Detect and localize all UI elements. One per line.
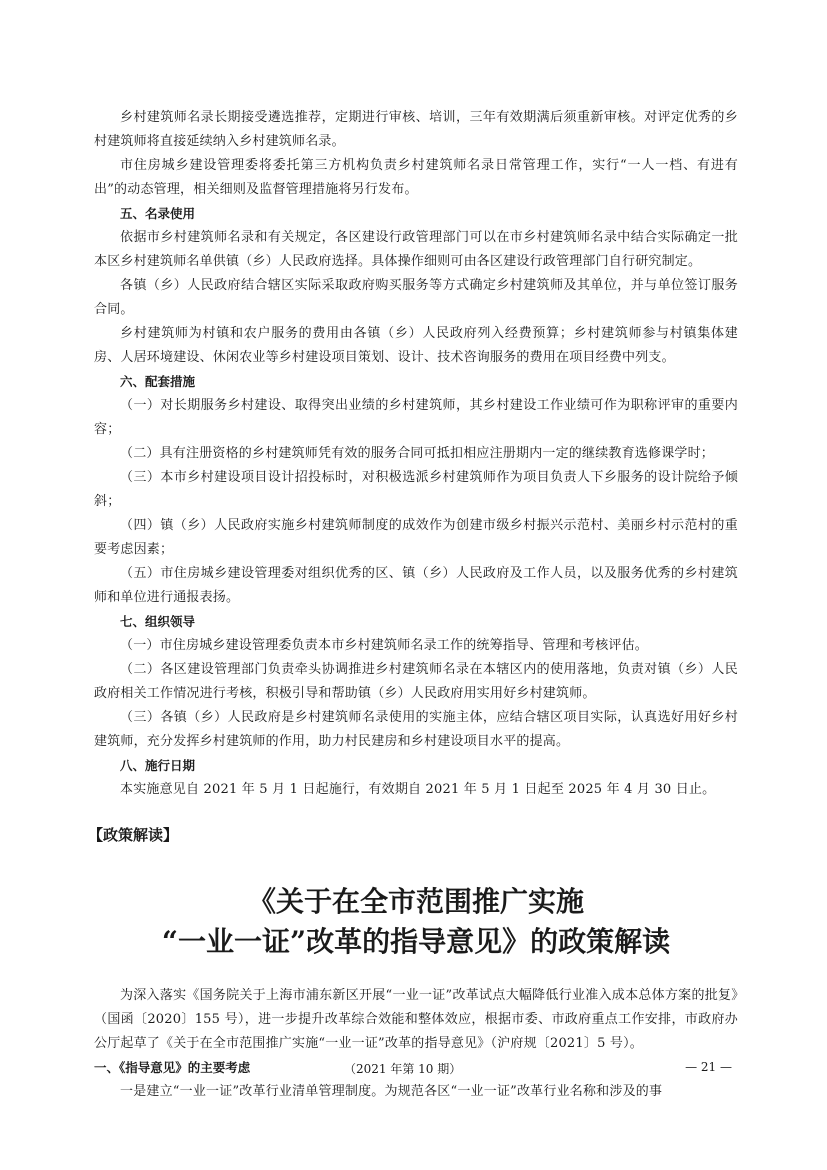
paragraph: 乡村建筑师名录长期接受遴选推荐，定期进行审核、培训，三年有效期满后须重新审核。对评定优秀的乡村建筑师将直接延续纳入乡村建筑师名录。 bbox=[94, 110, 738, 149]
section-heading: 一、《指导意见》的主要考虑 bbox=[94, 1060, 251, 1075]
paragraph: 一是建立“一业一证”改革行业清单管理制度。为规范各区“一业一证”改革行业名称和涉及的事 bbox=[120, 1084, 663, 1099]
list-item: （二）各区建设管理部门负责牵头协调推进乡村建筑师名录在本辖区内的使用落地，负责对镇（乡）人民政府相关工作情况进行考核，积极引导和帮助镇（乡）人民政府用实用好乡村建筑师。 bbox=[94, 662, 738, 701]
intro-paragraph: 为深入落实《国务院关于上海市浦东新区开展“一业一证”改革试点大幅降低行业准入成本总体方案的批复》（国函〔2020〕155 号），进一步提升改革综合效能和整体效应，根据市委、市政府重点工作安排，市政府办公厅起草了《关于在全市范围推广实施“一业一证”改革的指导意见》（沪府规〔2021〕5 号）。 bbox=[94, 988, 738, 1051]
paragraph: 乡村建筑师为村镇和农户服务的费用由各镇（乡）人民政府列入经费预算；乡村建筑师参与村镇集体建房、人居环境建设、休闲农业等乡村建设项目策划、设计、技术咨询服务的费用在项目经费中列支。 bbox=[94, 326, 738, 365]
list-item: （三）本市乡村建设项目设计招投标时，对积极选派乡村建筑师作为项目负责人下乡服务的设计院给予倾斜； bbox=[94, 470, 738, 509]
article-title-line-1: 《关于在全市范围推广实施 bbox=[247, 885, 584, 918]
list-item: （三）各镇（乡）人民政府是乡村建筑师名录使用的实施主体，应结合辖区项目实际，认真选好用好乡村建筑师，充分发挥乡村建筑师的作用，助力村民建房和乡村建设项目水平的提高。 bbox=[94, 710, 738, 749]
paragraph: 依据市乡村建筑师名录和有关规定，各区建设行政管理部门可以在市乡村建筑师名录中结合实际确定一批本区乡村建筑师名单供镇（乡）人民政府选择。具体操作细则可由各区建设行政管理部门自行研究制定。 bbox=[94, 230, 738, 269]
page-number: — 21 — bbox=[685, 1060, 732, 1074]
list-item: （一）对长期服务乡村建设、取得突出业绩的乡村建筑师，其乡村建设工作业绩可作为职称评审的重要内容； bbox=[94, 398, 738, 437]
list-item: （一）市住房城乡建设管理委负责本市乡村建筑师名录工作的统筹指导、管理和考核评估。 bbox=[120, 638, 649, 653]
list-item: （五）市住房城乡建设管理委对组织优秀的区、镇（乡）人民政府及工作人员，以及服务优秀的乡村建筑师和单位进行通报表扬。 bbox=[94, 566, 738, 605]
article-title bbox=[94, 882, 738, 962]
paragraph: 本实施意见自 2021 年 5 月 1 日起施行，有效期自 2021 年 5 月 1 日起至 2025 年 4 月 30 日止。 bbox=[120, 782, 716, 797]
list-item: （二）具有注册资格的乡村建筑师凭有效的服务合同可抵扣相应注册期内一定的继续教育选修课学时； bbox=[120, 446, 715, 461]
paragraph: 各镇（乡）人民政府结合辖区实际采取政府购买服务等方式确定乡村建筑师及其单位，并与单位签订服务合同。 bbox=[94, 278, 738, 317]
section-heading: 五、名录使用 bbox=[120, 206, 196, 221]
paragraph: 市住房城乡建设管理委将委托第三方机构负责乡村建筑师名录日常管理工作，实行“一人一档、有进有出”的动态管理，相关细则及监督管理措施将另行发布。 bbox=[94, 158, 738, 197]
issue-label: （2021 年第 10 期） bbox=[344, 1062, 462, 1076]
article-title-line-2: “一业一证”改革的指导意见》的政策解读 bbox=[161, 925, 671, 958]
section-heading: 八、施行日期 bbox=[120, 758, 196, 773]
section-heading: 七、组织领导 bbox=[120, 614, 196, 629]
section-heading: 六、配套措施 bbox=[120, 374, 196, 389]
list-item: （四）镇（乡）人民政府实施乡村建筑师制度的成效作为创建市级乡村振兴示范村、美丽乡村示范村的重要考虑因素； bbox=[94, 518, 738, 557]
document-page bbox=[88, 106, 738, 1104]
policy-interpretation-banner: 【政策解读】 bbox=[88, 826, 179, 844]
